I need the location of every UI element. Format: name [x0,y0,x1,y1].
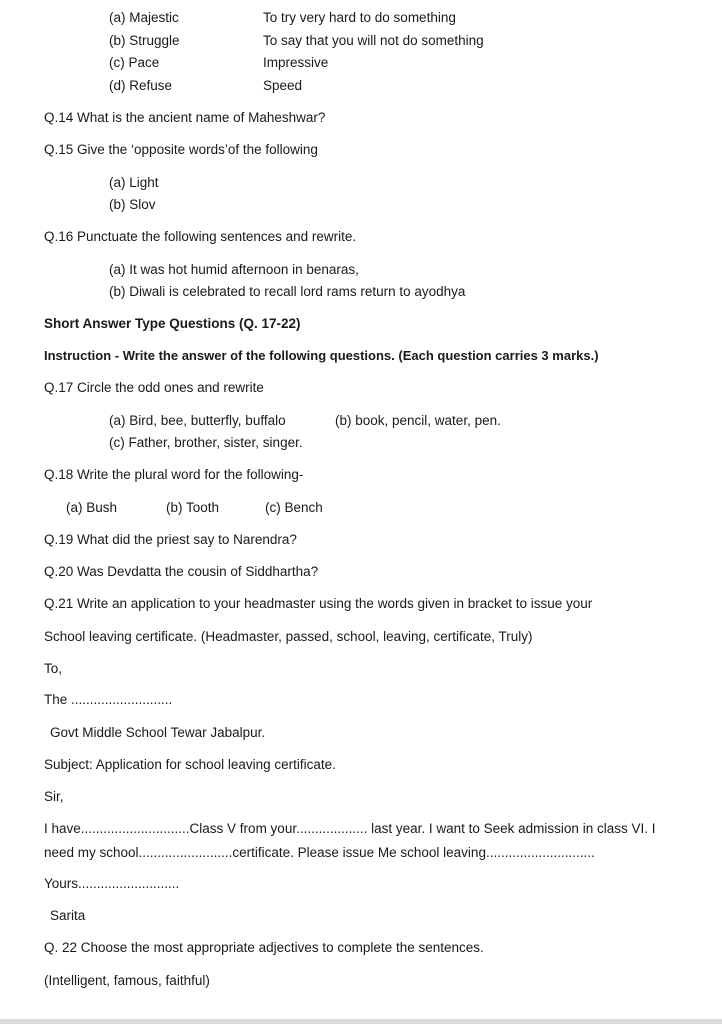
question-19: Q.19 What did the priest say to Narendra? [44,532,297,547]
match-left-c: (c) Pace [109,55,160,70]
letter-closing: Yours........................... [44,876,180,891]
question-16: Q.16 Punctuate the following sentences and rewrite. [44,229,357,244]
match-left-d: (d) Refuse [109,78,173,93]
match-right-a: To try very hard to do something [263,10,456,25]
question-14: Q.14 What is the ancient name of Maheshwar? [44,110,326,125]
q16-option-b: (b) Diwali is celebrated to recall lord rams return to ayodhya [109,284,466,299]
match-right-d: Speed [263,78,303,93]
question-17: Q.17 Circle the odd ones and rewrite [44,380,264,395]
page-bottom-edge [0,1019,722,1024]
q15-option-b: (b) Slov [109,197,156,212]
question-22: Q. 22 Choose the most appropriate adjectives to complete the sentences. [44,940,484,955]
match-left-a: (a) Majestic [109,10,179,25]
question-15: Q.15 Give the ‘opposite words’of the following [44,142,318,157]
q22-adjective-options: (Intelligent, famous, faithful) [44,973,210,988]
match-left-b: (b) Struggle [109,33,180,48]
letter-salutation: Sir, [44,789,64,804]
q18-option-c: (c) Bench [265,500,323,515]
q17-option-c: (c) Father, brother, sister, singer. [109,435,303,450]
q18-option-a: (a) Bush [66,500,118,515]
letter-signature-name: Sarita [50,908,86,923]
q17-option-b: (b) book, pencil, water, pen. [335,413,501,428]
q17-option-a: (a) Bird, bee, butterfly, buffalo [109,413,286,428]
letter-the: The ........................... [44,692,173,707]
letter-subject: Subject: Application for school leaving certificate. [44,757,336,772]
letter-school: Govt Middle School Tewar Jabalpur. [50,725,266,740]
question-21-line-2: School leaving certificate. (Headmaster, passed, school, leaving, certificate, Truly) [44,629,533,644]
q16-option-a: (a) It was hot humid afternoon in benaras, [109,262,359,277]
letter-body-line-1: I have.............................Class V from your................... last year. I want to Seek admission in class VI. I [44,821,656,836]
question-21-line-1: Q.21 Write an application to your headmaster using the words given in bracket to issue your [44,596,593,611]
question-18: Q.18 Write the plural word for the following- [44,467,304,482]
letter-body-line-2: need my school.........................certificate. Please issue Me school leaving............................. [44,845,595,860]
question-20: Q.20 Was Devdatta the cousin of Siddhartha? [44,564,319,579]
q18-option-b: (b) Tooth [166,500,220,515]
match-right-c: Impressive [263,55,329,70]
section-instruction: Instruction - Write the answer of the following questions. (Each question carries 3 marks.) [44,348,599,363]
match-right-b: To say that you will not do something [263,33,484,48]
q15-option-a: (a) Light [109,175,159,190]
letter-to: To, [44,661,63,676]
section-heading: Short Answer Type Questions (Q. 17-22) [44,316,301,331]
